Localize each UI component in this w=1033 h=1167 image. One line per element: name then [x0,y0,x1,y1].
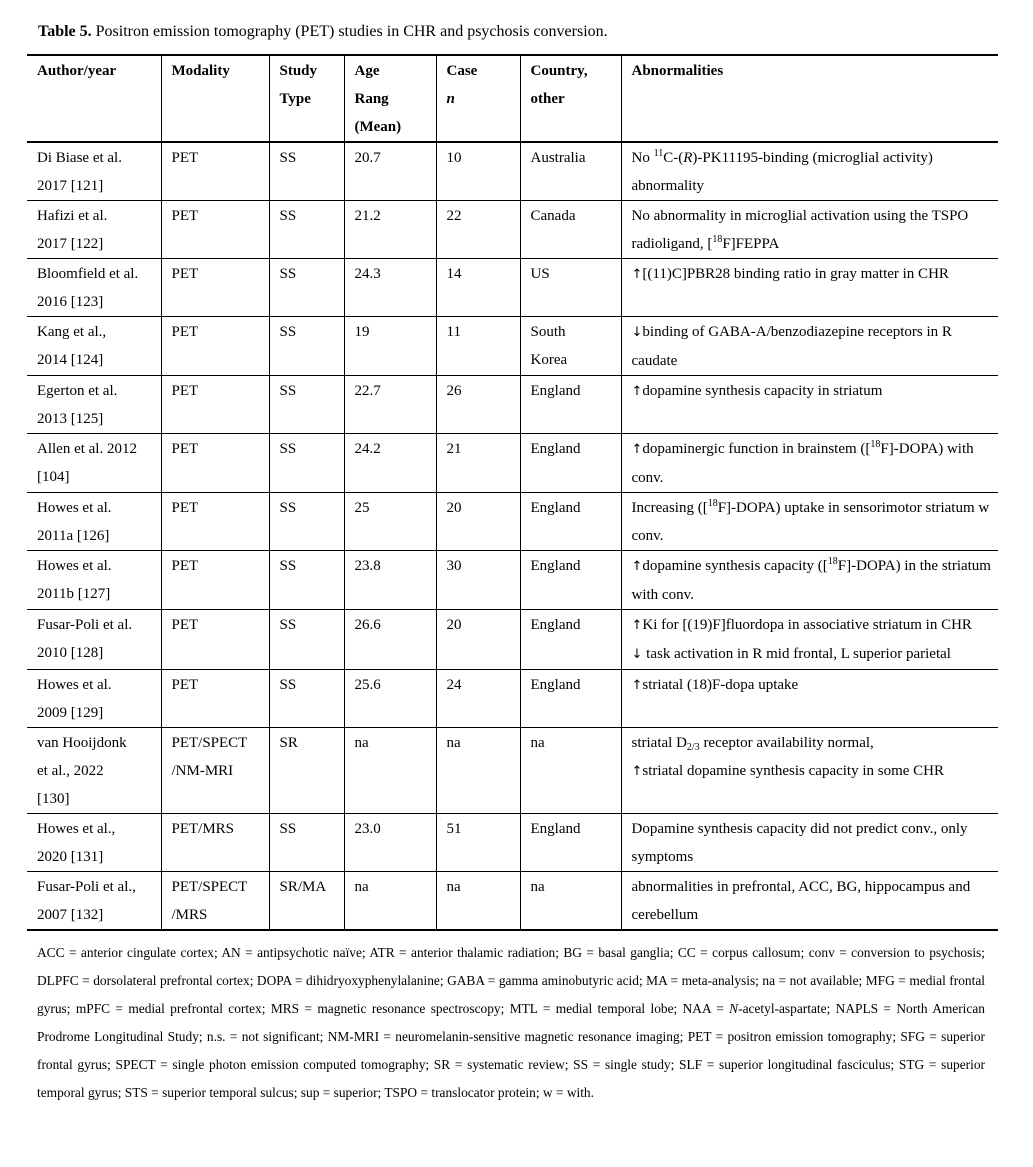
author-line2: 2010 [128] [37,645,104,661]
country: England [530,677,581,693]
cell-case [436,142,520,201]
study-type: SS [279,500,297,516]
abn-superscript: 11 [653,148,664,159]
cell-country [520,728,621,814]
abn-text: No abnormality in microglial activation using the TSPO radioligand, [ [631,208,969,252]
study-type: SS [279,677,297,693]
header-age-line3: (Mean) [354,119,402,135]
table-row [27,376,998,434]
cell-country [520,201,621,259]
study-type: SS [279,558,297,574]
arrow-up-icon: ↑ [631,764,643,779]
country: na [530,735,545,751]
cell-study-type [269,610,344,670]
cell-age [344,201,436,259]
table-row [27,142,998,201]
country-line2: Korea [530,352,568,368]
arrow-down-icon: ↓ [631,325,643,340]
cell-case [436,434,520,493]
cell-abnormalities [621,317,998,376]
case-n: 20 [446,500,462,516]
cell-modality [161,493,269,551]
table-row [27,872,998,931]
case-n: na [446,879,461,895]
author-line1: Di Biase et al. [37,150,122,166]
age: 23.8 [354,558,381,574]
cell-modality [161,201,269,259]
caption-label: Table 5. [38,23,92,40]
modality-line2: /MRS [171,907,208,923]
abn-subscript: 2/3 [686,742,700,753]
modality: PET [171,441,199,457]
cell-case [436,259,520,317]
author-line2: 2017 [122] [37,236,104,252]
study-type: SS [279,208,297,224]
cell-age [344,610,436,670]
table-row [27,493,998,551]
age: 22.7 [354,383,381,399]
abn-text: striatal dopamine synthesis capacity in some CHR [642,763,945,779]
author-line3: [130] [37,791,70,807]
cell-age [344,376,436,434]
cell-abnormalities [621,814,998,872]
age: 20.7 [354,150,381,166]
cell-study-type [269,376,344,434]
author-line2: 2013 [125] [37,411,104,427]
case-n: 21 [446,441,462,457]
modality: PET [171,617,199,633]
header-case-n: n [446,91,455,107]
header-study-type [269,55,344,142]
author-line1: Allen et al. 2012 [37,441,137,457]
cell-age [344,728,436,814]
table-row [27,610,998,670]
case-n: 26 [446,383,462,399]
modality: PET [171,558,199,574]
cell-author [27,728,161,814]
author-line1: Fusar-Poli et al., [37,879,136,895]
footnote-text: ACC = anterior cingulate cortex; AN = antipsychotic naïve; ATR = anterior thalamic radiation; BG = basal ganglia; CC = corpus callosum; conv = conversion to psychosis; DLPFC = dorsolateral prefrontal cortex; DOPA = dihidryoxyphenylalanine; GABA = gamma aminobutyric acid; MA = meta-analysis; na = not available; MFG = medial frontal gyrus; mPFC = medial prefrontal cortex; MRS = magnetic resonance spectroscopy; MTL = medial temporal lobe; NAA = [37,945,985,1016]
table-row [27,201,998,259]
cell-country [520,814,621,872]
cell-case [436,551,520,610]
cell-abnormalities [621,670,998,728]
modality: PET [171,677,199,693]
arrow-up-icon: ↑ [631,267,643,282]
cell-age [344,317,436,376]
cell-case [436,610,520,670]
arrow-down-icon: ↓ [631,647,643,662]
author-line2: 2009 [129] [37,705,104,721]
age: 26.6 [354,617,381,633]
author-line2: 2016 [123] [37,294,104,310]
country-line1: South [530,324,566,340]
cell-country [520,376,621,434]
cell-study-type [269,434,344,493]
case-n: 30 [446,558,462,574]
author-line1: Howes et al. [37,500,112,516]
author-line2: 2007 [132] [37,907,104,923]
author-line2: 2020 [131] [37,849,104,865]
cell-abnormalities [621,201,998,259]
cell-modality [161,728,269,814]
cell-modality [161,317,269,376]
table-row [27,728,998,814]
country: England [530,617,581,633]
author-line1: Howes et al. [37,677,112,693]
header-country-line1: Country, [530,63,588,79]
study-type: SS [279,150,297,166]
author-line2: et al., 2022 [37,763,104,779]
caption-text: Positron emission tomography (PET) studies in CHR and psychosis conversion. [91,23,608,40]
abn-superscript: 18 [712,234,723,245]
cell-abnormalities [621,376,998,434]
cell-age [344,142,436,201]
abn-text: F]-DOPA) with conv. [631,441,974,486]
cell-case [436,493,520,551]
header-abnormalities-label: Abnormalities [631,63,724,79]
cell-study-type [269,872,344,931]
author-line2: 2011b [127] [37,586,111,602]
table-row [27,551,998,610]
country: Canada [530,208,576,224]
table-footnote [37,939,985,1107]
age: 23.0 [354,821,381,837]
cell-case [436,317,520,376]
cell-country [520,434,621,493]
abn-italic: R [683,150,693,166]
cell-study-type [269,317,344,376]
country: US [530,266,550,282]
header-abnormalities [621,55,998,142]
cell-modality [161,142,269,201]
cell-modality [161,259,269,317]
abn-superscript: 18 [870,439,881,450]
cell-abnormalities [621,872,998,931]
case-n: 10 [446,150,462,166]
case-n: 20 [446,617,462,633]
header-modality-label: Modality [171,63,230,79]
header-study-type-line2: Type [279,91,311,107]
pet-studies-table [27,54,998,931]
cell-abnormalities [621,551,998,610]
cell-country [520,610,621,670]
cell-case [436,728,520,814]
abn-text: No [631,150,654,166]
case-n: 11 [446,324,461,340]
cell-modality [161,551,269,610]
cell-study-type [269,814,344,872]
cell-modality [161,670,269,728]
cell-author [27,434,161,493]
author-line1: Hafizi et al. [37,208,108,224]
cell-age [344,551,436,610]
cell-author [27,259,161,317]
cell-modality [161,610,269,670]
modality: PET [171,150,199,166]
cell-case [436,376,520,434]
country: England [530,821,581,837]
author-line2: 2014 [124] [37,352,104,368]
case-n: 24 [446,677,462,693]
country: England [530,383,581,399]
cell-author [27,493,161,551]
table-row [27,434,998,493]
cell-country [520,259,621,317]
author-line1: Kang et al., [37,324,107,340]
modality: PET [171,324,199,340]
cell-country [520,670,621,728]
abn-text: Dopamine synthesis capacity did not predict conv., only symptoms [631,821,968,865]
study-type: SS [279,324,297,340]
author-line2: 2017 [121] [37,178,104,194]
arrow-up-icon: ↑ [631,618,643,633]
abn-text: receptor availability normal, [699,735,874,751]
cell-study-type [269,728,344,814]
modality: PET [171,208,199,224]
case-n: na [446,735,461,751]
cell-study-type [269,670,344,728]
cell-study-type [269,551,344,610]
abn-text: C-( [663,150,684,166]
cell-abnormalities [621,142,998,201]
table-row [27,259,998,317]
cell-abnormalities [621,259,998,317]
arrow-up-icon: ↑ [631,442,643,457]
header-author [27,55,161,142]
cell-modality [161,814,269,872]
case-n: 51 [446,821,462,837]
cell-country [520,872,621,931]
study-type: SS [279,383,297,399]
cell-modality [161,872,269,931]
cell-abnormalities [621,610,998,670]
abn-text: F]-DOPA) uptake in sensorimotor striatum w conv. [631,500,990,544]
abn-text: task activation in R mid frontal, L superior parietal [642,646,951,662]
cell-age [344,259,436,317]
country: na [530,879,545,895]
abn-text: Ki for [(19)F]fluordopa in associative striatum in CHR [642,617,972,633]
abn-text: striatal (18)F-dopa uptake [642,677,799,693]
study-type: SR [279,735,298,751]
cell-age [344,872,436,931]
modality-line1: PET/SPECT [171,879,248,895]
abn-text: F]-DOPA) in the striatum with conv. [631,558,991,603]
abn-text: )-PK11195-binding (microglial activity) abnormality [631,150,933,194]
abn-text: striatal D [631,735,687,751]
cell-author [27,814,161,872]
cell-modality [161,376,269,434]
age: 25 [354,500,370,516]
cell-author [27,610,161,670]
age: na [354,735,369,751]
table-row [27,670,998,728]
header-row [27,55,998,142]
country: England [530,500,581,516]
modality-line1: PET/SPECT [171,735,248,751]
author-line1: Bloomfield et al. [37,266,139,282]
modality: PET [171,383,199,399]
age: 19 [354,324,370,340]
footnote-text: -acetyl-aspartate; NAPLS = North American Prodrome Longitudinal Study; n.s. = not significant; NM-MRI = neuromelanin-sensitive magnetic resonance imaging; PET = positron emission tomography; SFG = superior frontal gyrus; SPECT = single photon emission computed tomography; SR = systematic review; SS = single study; SLF = superior longitudinal fasciculus; STG = superior temporal gyrus; STS = superior temporal sulcus; sup = superior; TSPO = translocator protein; w = with. [37,1001,985,1100]
cell-country [520,317,621,376]
cell-modality [161,434,269,493]
study-type: SS [279,441,297,457]
table-row [27,317,998,376]
cell-case [436,814,520,872]
arrow-up-icon: ↑ [631,384,643,399]
cell-author [27,201,161,259]
cell-case [436,201,520,259]
age: 24.3 [354,266,381,282]
author-line1: Howes et al., [37,821,116,837]
abn-text: dopaminergic function in brainstem ([ [642,441,871,457]
table-row [27,814,998,872]
age: 24.2 [354,441,381,457]
header-author-label: Author/year [37,63,117,79]
cell-abnormalities [621,493,998,551]
cell-country [520,551,621,610]
cell-age [344,493,436,551]
cell-abnormalities [621,728,998,814]
header-modality [161,55,269,142]
cell-age [344,670,436,728]
cell-author [27,317,161,376]
cell-author [27,142,161,201]
age: 21.2 [354,208,381,224]
header-age-line1: Age [354,63,380,79]
author-line2: [104] [37,469,70,485]
abn-text: Increasing ([ [631,500,708,516]
case-n: 22 [446,208,462,224]
modality: PET/MRS [171,821,235,837]
study-type: SS [279,617,297,633]
author-line1: Fusar-Poli et al. [37,617,133,633]
header-case-line1: Case [446,63,478,79]
cell-abnormalities [621,434,998,493]
header-case [436,55,520,142]
country: England [530,441,581,457]
cell-case [436,872,520,931]
abn-text: binding of GABA-A/benzodiazepine receptors in R caudate [631,324,952,369]
abn-text: abnormalities in prefrontal, ACC, BG, hippocampus and cerebellum [631,879,971,923]
cell-study-type [269,259,344,317]
author-line1: van Hooijdonk [37,735,127,751]
cell-country [520,142,621,201]
study-type: SR/MA [279,879,327,895]
header-country-line2: other [530,91,565,107]
header-age-line2: Rang [354,91,389,107]
cell-study-type [269,201,344,259]
cell-country [520,493,621,551]
author-line2: 2011a [126] [37,528,110,544]
age: na [354,879,369,895]
table-caption [38,22,1003,42]
case-n: 14 [446,266,462,282]
author-line1: Howes et al. [37,558,112,574]
header-study-type-line1: Study [279,63,318,79]
cell-case [436,670,520,728]
abn-superscript: 18 [827,556,838,567]
author-line1: Egerton et al. [37,383,118,399]
cell-study-type [269,493,344,551]
arrow-up-icon: ↑ [631,559,643,574]
header-country [520,55,621,142]
study-type: SS [279,821,297,837]
study-type: SS [279,266,297,282]
cell-author [27,376,161,434]
abn-text: dopamine synthesis capacity ([ [642,558,828,574]
abn-text: F]FEPPA [722,236,780,252]
cell-age [344,814,436,872]
footnote-italic: N [729,1001,739,1016]
abn-text: dopamine synthesis capacity in striatum [642,383,883,399]
header-age [344,55,436,142]
cell-study-type [269,142,344,201]
modality: PET [171,266,199,282]
cell-age [344,434,436,493]
abn-superscript: 18 [707,498,718,509]
modality-line2: /NM-MRI [171,763,234,779]
cell-author [27,670,161,728]
cell-author [27,551,161,610]
arrow-up-icon: ↑ [631,678,643,693]
abn-text: [(11)C]PBR28 binding ratio in gray matter in CHR [642,266,949,282]
country: Australia [530,150,586,166]
age: 25.6 [354,677,381,693]
modality: PET [171,500,199,516]
country: England [530,558,581,574]
cell-author [27,872,161,931]
